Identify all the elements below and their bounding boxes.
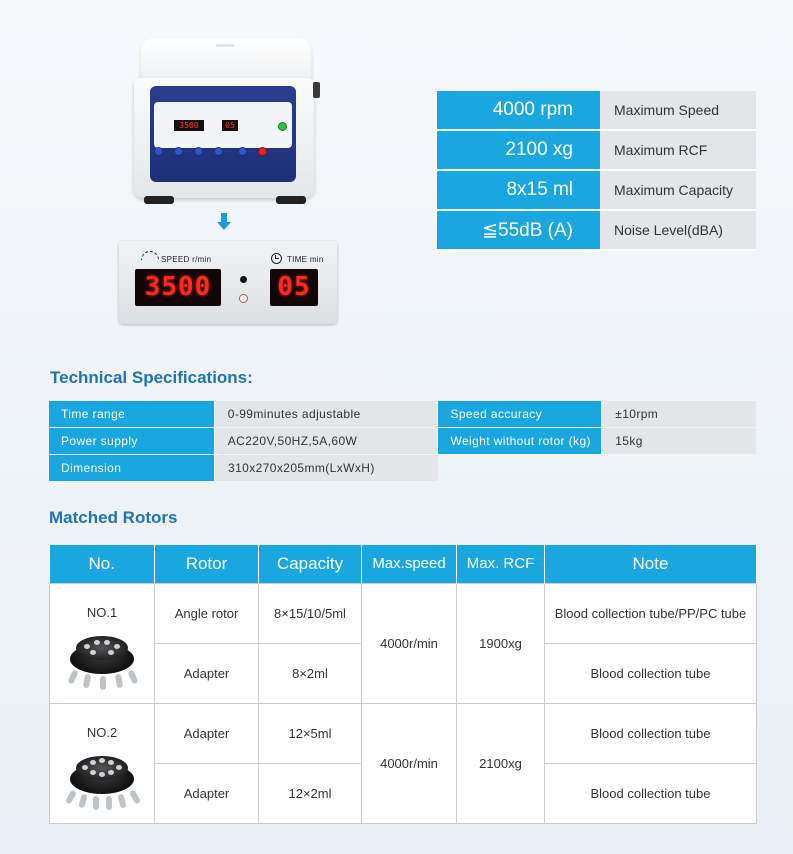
rotor-max-rcf: 1900xg	[457, 583, 545, 703]
rotor-type: Adapter	[155, 643, 259, 703]
rotor-capacity: 8×15/10/5ml	[259, 583, 362, 643]
spec-value: 15kg	[602, 428, 756, 454]
key-spec-label: Maximum Speed	[600, 91, 756, 131]
rotor-max-speed: 4000r/min	[362, 583, 457, 703]
lid-latch	[313, 82, 320, 98]
rotor-number: NO.1	[86, 604, 118, 620]
col-header-max-rcf: Max. RCF	[457, 545, 545, 583]
tech-specs-heading: Technical Specifications:	[50, 368, 253, 387]
rotor-type: Angle rotor	[155, 583, 259, 643]
speed-gauge-icon	[141, 251, 159, 260]
tech-specs-table	[49, 401, 756, 482]
col-header-max-speed: Max.speed	[362, 545, 457, 583]
rotor-capacity: 12×5ml	[259, 703, 362, 763]
foot	[144, 196, 174, 204]
rotor-capacity: 12×2ml	[259, 763, 362, 823]
rotor-note: Blood collection tube	[545, 763, 757, 823]
rotor-table	[49, 545, 757, 824]
tech-row	[49, 455, 756, 481]
key-spec-row	[437, 131, 756, 171]
rotor-max-speed: 4000r/min	[362, 703, 457, 823]
angle-rotor-image	[60, 626, 144, 690]
indicator-led-icon	[239, 294, 248, 303]
panel-button-icon	[194, 147, 203, 156]
key-spec-row	[437, 211, 756, 251]
arrow-down-icon	[217, 213, 231, 231]
tech-row	[49, 428, 756, 454]
spec-key: Time range	[49, 401, 214, 427]
key-spec-label: Maximum RCF	[600, 131, 756, 171]
key-spec-value: 8x15 ml	[437, 171, 600, 211]
time-label: TIME min	[287, 255, 324, 264]
spec-value: 310x270x205mm(LxWxH)	[215, 455, 438, 481]
panel-button-icon	[214, 147, 223, 156]
centrifuge-image	[130, 38, 320, 208]
speed-display: 3500	[135, 269, 221, 306]
rotor-no-cell	[50, 703, 155, 823]
rotor-capacity: 8×2ml	[259, 643, 362, 703]
tech-row	[49, 401, 756, 427]
spec-value: AC220V,50HZ,5A,60W	[215, 428, 438, 454]
table-row	[50, 583, 757, 643]
control-panel	[150, 86, 296, 182]
rotor-number: NO.2	[86, 724, 118, 740]
key-spec-value: 2100 xg	[437, 131, 600, 171]
mini-speed-display: 3500	[174, 120, 204, 131]
key-spec-value: 4000 rpm	[437, 91, 600, 131]
rotor-no-cell	[50, 583, 155, 703]
key-spec-row	[437, 171, 756, 211]
indicator-dot	[240, 276, 247, 283]
rotor-note: Blood collection tube	[545, 703, 757, 763]
key-spec-value: ≦55dB (A)	[437, 211, 600, 251]
mini-time-display: 05	[222, 120, 238, 131]
key-spec-label: Maximum Capacity	[600, 171, 756, 211]
spec-key: Power supply	[49, 428, 214, 454]
rotor-note: Blood collection tube/PP/PC tube	[545, 583, 757, 643]
col-header-capacity: Capacity	[259, 545, 362, 583]
rotor-max-rcf: 2100xg	[457, 703, 545, 823]
col-header-note: Note	[545, 545, 757, 583]
time-display: 05	[270, 269, 318, 306]
panel-button-icon	[174, 147, 183, 156]
spec-value: 0-99minutes adjustable	[215, 401, 438, 427]
rotor-note: Blood collection tube	[545, 643, 757, 703]
col-header-no: No.	[50, 545, 155, 583]
key-specs	[437, 91, 756, 251]
key-spec-row	[437, 91, 756, 131]
foot	[276, 196, 306, 204]
spec-value: ±10rpm	[602, 401, 756, 427]
horizontal-rotor-image	[60, 746, 144, 810]
panel-button-icon	[154, 147, 163, 156]
panel-button-icon	[238, 147, 247, 156]
rotors-heading: Matched Rotors	[49, 508, 178, 527]
clock-icon	[271, 253, 282, 264]
centrifuge-lid	[140, 38, 312, 82]
display-zoom	[119, 241, 337, 324]
rotor-type: Adapter	[155, 763, 259, 823]
stop-button-icon	[258, 147, 267, 156]
spec-key: Weight without rotor (kg)	[438, 428, 601, 454]
start-button-icon	[278, 122, 287, 131]
key-spec-label: Noise Level(dBA)	[600, 211, 756, 251]
spec-key: Speed accuracy	[438, 401, 601, 427]
rotor-type: Adapter	[155, 703, 259, 763]
col-header-rotor: Rotor	[155, 545, 259, 583]
table-row	[50, 703, 757, 763]
speed-label: SPEED r/min	[161, 255, 212, 264]
rotor-table-header	[50, 545, 757, 583]
spec-key: Dimension	[49, 455, 214, 481]
